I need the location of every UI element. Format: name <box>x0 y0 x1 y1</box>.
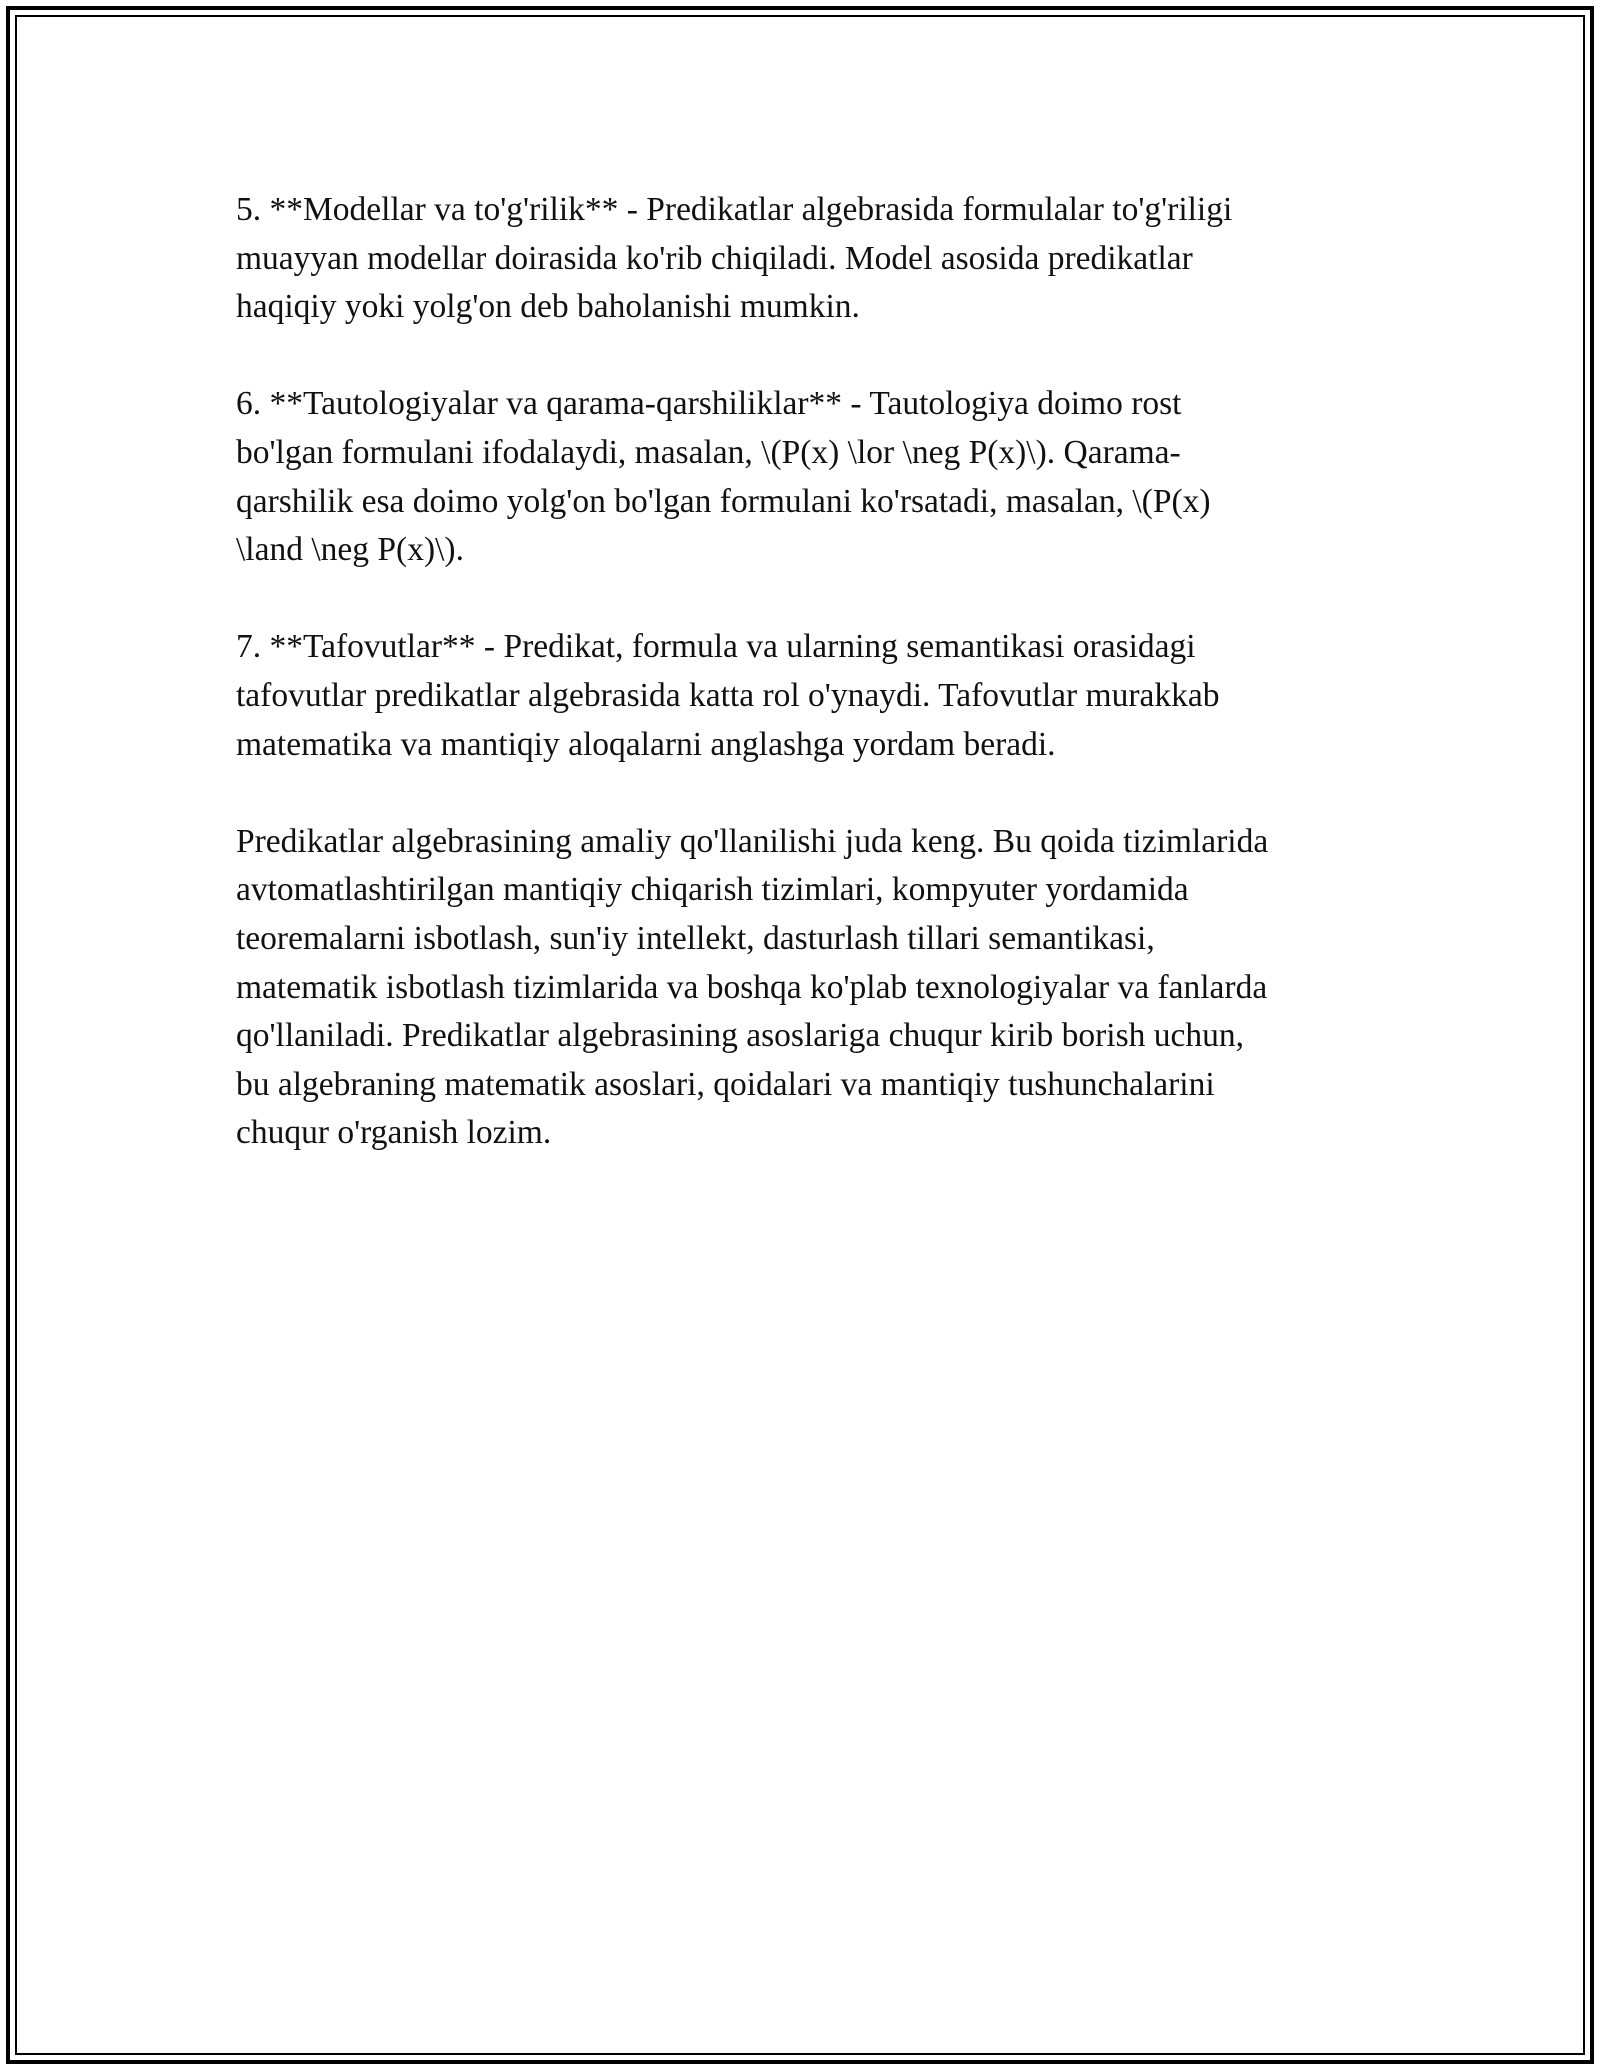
text-line: bu algebraning matematik asoslari, qoidalari va mantiqiy tushunchalarini <box>236 1065 1215 1103</box>
text-line: muayyan modellar doirasida ko'rib chiqiladi. Model asosida predikatlar <box>236 239 1193 277</box>
text-line: teoremalarni isbotlash, sun'iy intellekt, dasturlash tillari semantikasi, <box>236 919 1155 957</box>
text-line: matematik isbotlash tizimlarida va boshqa ko'plab texnologiyalar va fanlarda <box>236 968 1268 1006</box>
text-line: Predikatlar algebrasining amaliy qo'llanilishi juda keng. Bu qoida tizimlarida <box>236 822 1269 860</box>
text-line: bo'lgan formulani ifodalaydi, masalan, \(P(x) \lor \neg P(x)\). Qarama- <box>236 433 1181 471</box>
document-body <box>236 186 1376 1206</box>
text-line: avtomatlashtirilgan mantiqiy chiqarish tizimlari, kompyuter yordamida <box>236 871 1189 909</box>
text-line: 7. **Tafovutlar** - Predikat, formula va ularning semantikasi orasidagi <box>236 628 1196 666</box>
text-line: 5. **Modellar va to'g'rilik** - Predikatlar algebrasida formulalar to'g'riligi <box>236 191 1233 228</box>
text-line: \land \neg P(x)\). <box>236 531 464 569</box>
text-line: haqiqiy yoki yolg'on deb baholanishi mumkin. <box>236 288 860 326</box>
text-line: tafovutlar predikatlar algebrasida katta rol o'ynaydi. Tafovutlar murakkab <box>236 676 1220 714</box>
text-line: chuqur o'rganish lozim. <box>236 1114 552 1152</box>
paragraph-applications <box>236 818 1376 1158</box>
text-line: qarshilik esa doimo yolg'on bo'lgan formulani ko'rsatadi, masalan, \(P(x) <box>236 482 1211 520</box>
paragraph-tautologies <box>236 380 1376 574</box>
text-line: 6. **Tautologiyalar va qarama-qarshiliklar** - Tautologiya doimo rost <box>236 385 1182 423</box>
paragraph-differences <box>236 623 1376 769</box>
paragraph-models-correctness <box>236 186 1376 332</box>
text-line: qo'llaniladi. Predikatlar algebrasining asoslariga chuqur kirib borish uchun, <box>236 1017 1244 1055</box>
text-line: matematika va mantiqiy aloqalarni anglashga yordam beradi. <box>236 725 1056 763</box>
